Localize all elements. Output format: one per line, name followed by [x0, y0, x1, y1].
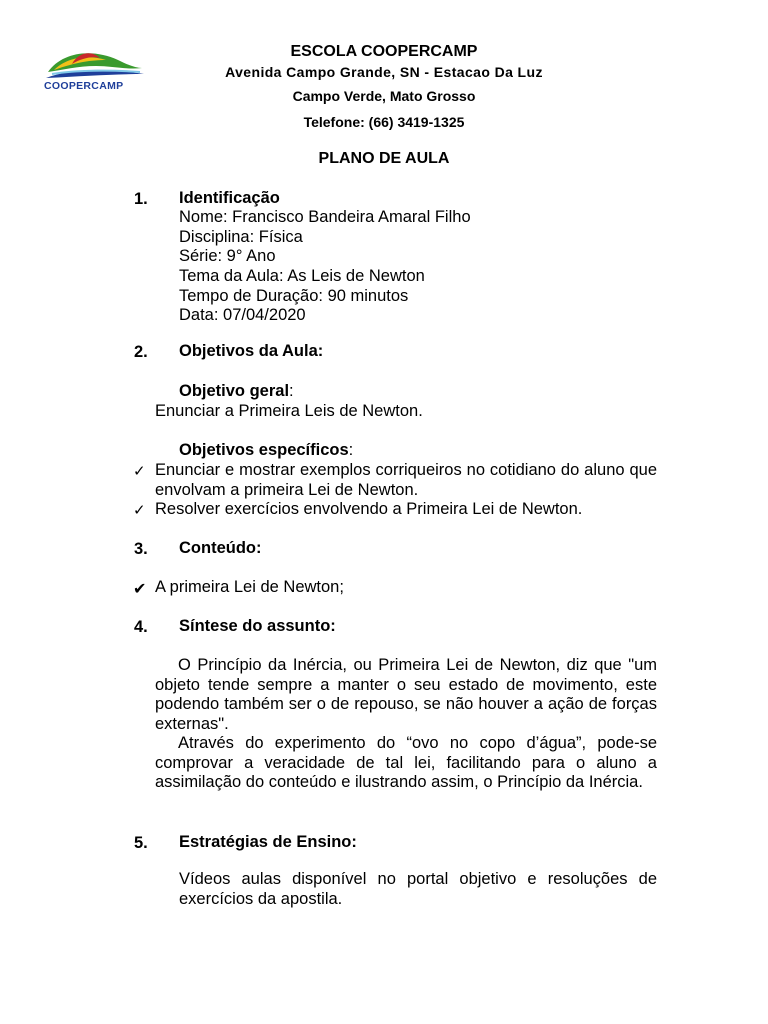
section-number: 4.: [134, 618, 148, 636]
school-name: ESCOLA COOPERCAMP: [290, 43, 478, 60]
school-address: Avenida Campo Grande, SN - Estacao Da Luz: [225, 64, 543, 80]
label-colon: :: [348, 441, 354, 459]
synthesis-paragraph: O Princípio da Inércia, ou Primeira Lei de Newton, diz que "um objeto tende sempre a manter o seu estado de movimento, este podendo também ser o de repouso, se não houver a ação de forças externas".: [155, 656, 657, 733]
section-heading-conteudo: Conteúdo:: [179, 539, 262, 557]
section-heading-identificacao: Identificação: [179, 189, 280, 207]
label-colon: :: [289, 382, 294, 400]
identification-line: Série: 9° Ano: [179, 247, 276, 265]
section-number: 1.: [134, 190, 148, 208]
synthesis-paragraph: Através do experimento do “ovo no copo d’água”, pode-se comprovar a veracidade de tal lei, facilitando para o aluno a assimilação do conteúdo e ilustrando assim, o Princípio da Inércia.: [155, 734, 657, 791]
identification-line: Tempo de Duração: 90 minutos: [179, 287, 409, 305]
content-item: A primeira Lei de Newton;: [155, 578, 344, 596]
specific-objectives-title: Objetivos específicos: [179, 441, 349, 459]
identification-line: Nome: Francisco Bandeira Amaral Filho: [179, 208, 471, 226]
section-number: 2.: [134, 343, 148, 361]
section-number: 3.: [134, 540, 148, 558]
specific-objective-item: Resolver exercícios envolvendo a Primeira Lei de Newton.: [155, 500, 583, 518]
section-heading-estrategias: Estratégias de Ensino:: [179, 833, 357, 851]
logo-text: COOPERCAMP: [44, 80, 124, 92]
identification-line: Data: 07/04/2020: [179, 306, 306, 324]
specific-objectives-label: [179, 441, 353, 461]
school-phone: Telefone: (66) 3419-1325: [303, 114, 465, 130]
section-number: 5.: [134, 834, 148, 852]
check-mark-icon: ✔: [133, 581, 147, 598]
identification-line: Disciplina: Física: [179, 228, 303, 246]
strategies-text: Vídeos aulas disponível no portal objetivo e resoluções de exercícios da apostila.: [179, 870, 657, 908]
check-mark-icon: ✓: [133, 463, 146, 480]
general-objective-label: [179, 382, 294, 402]
check-mark-icon: ✓: [133, 502, 146, 519]
general-objective-title: Objetivo geral: [179, 382, 290, 400]
identification-line: Tema da Aula: As Leis de Newton: [179, 267, 425, 285]
page-title: PLANO DE AULA: [318, 150, 450, 167]
specific-objective-item: Enunciar e mostrar exemplos corriqueiros no cotidiano do aluno que envolvam a primeira Lei de Newton.: [155, 461, 657, 499]
school-city: Campo Verde, Mato Grosso: [292, 88, 476, 104]
general-objective-text: Enunciar a Primeira Leis de Newton.: [155, 402, 423, 420]
section-heading-sintese: Síntese do assunto:: [179, 617, 336, 635]
section-heading-objetivos: Objetivos da Aula:: [179, 342, 324, 360]
